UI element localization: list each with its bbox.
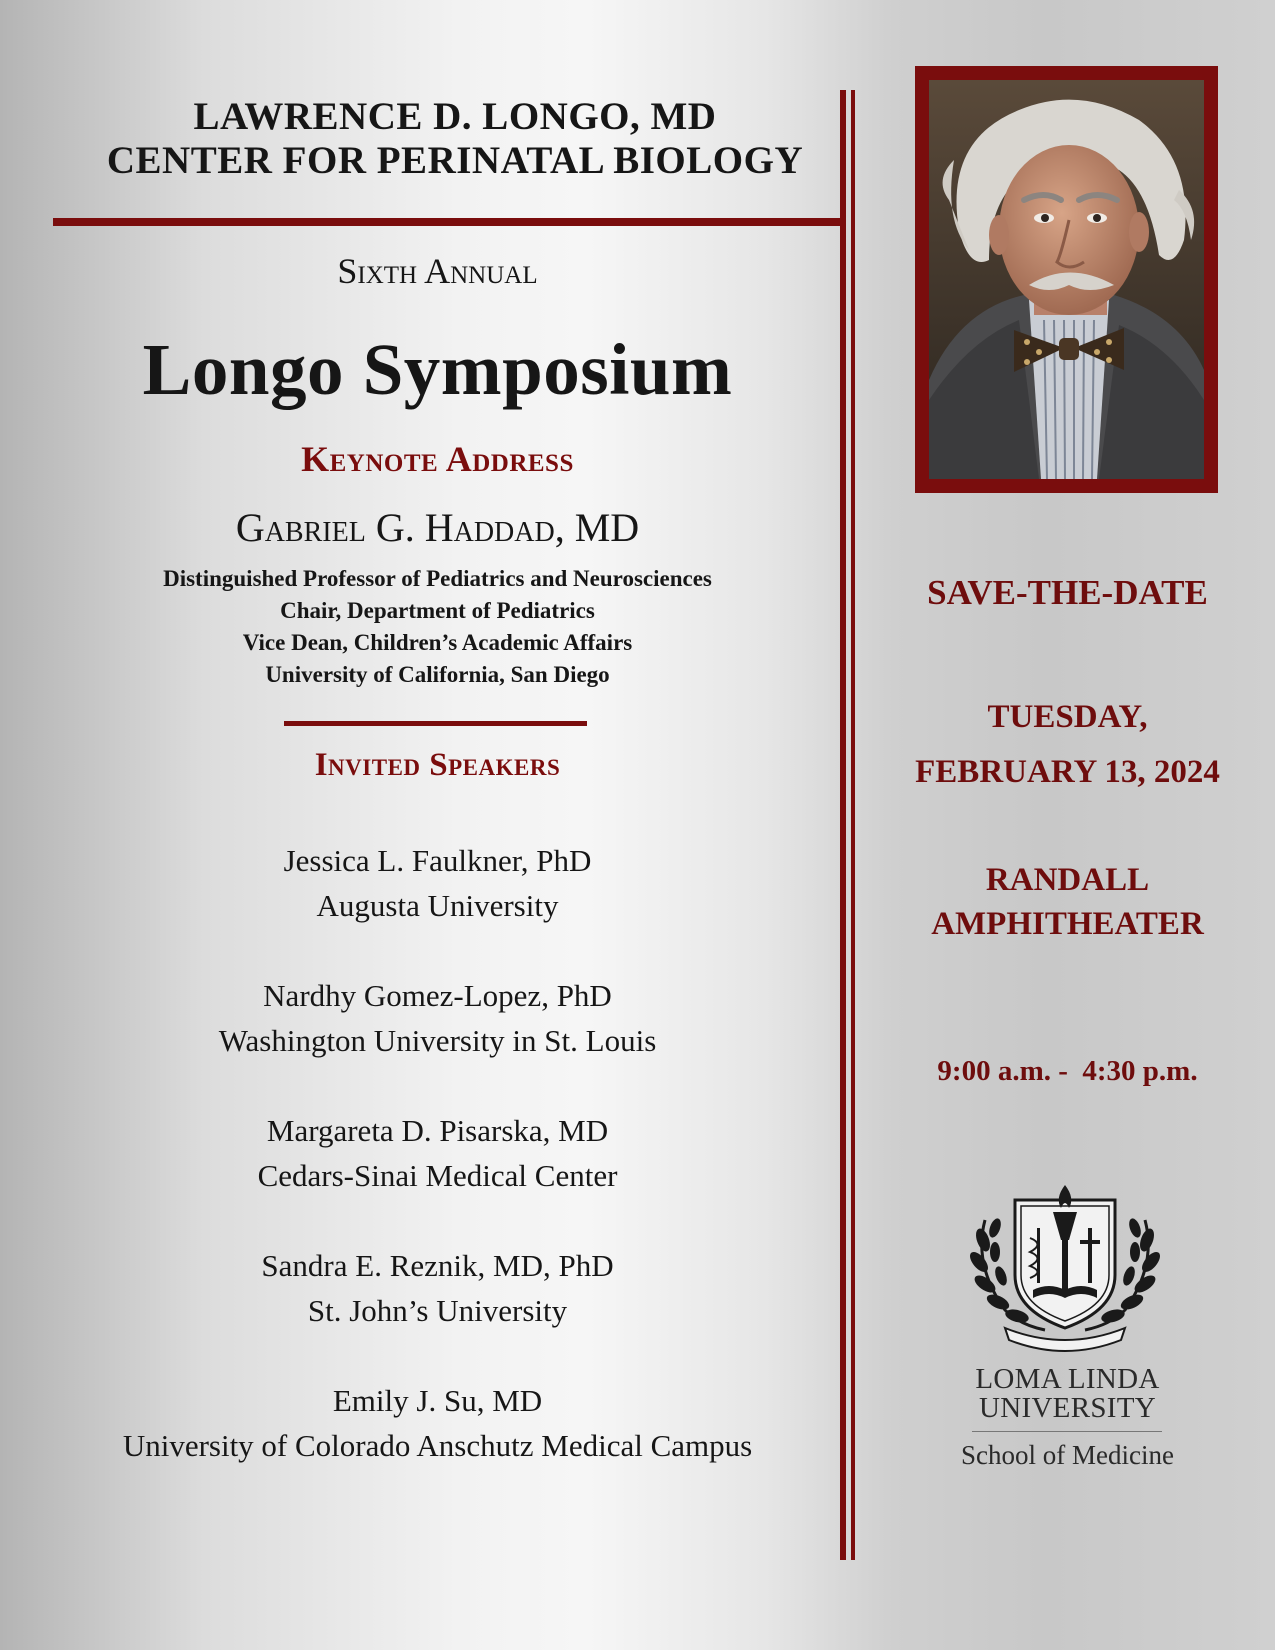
- university-seal-logo: [965, 1180, 1165, 1355]
- column-divider-outer: [840, 90, 846, 1560]
- event-location: [890, 858, 1245, 946]
- speaker-name: Margareta D. Pisarska, MD: [266, 1113, 609, 1148]
- invited-speakers-heading: Invited Speakers: [314, 747, 561, 783]
- speaker-name: Nardhy Gomez-Lopez, PhD: [263, 978, 612, 1013]
- event-time: 9:00 a.m. - 4:30 p.m.: [937, 1055, 1198, 1087]
- keynote-heading: Keynote Address: [301, 439, 574, 479]
- speaker-entry: [40, 838, 835, 973]
- event-date-value: FEBRUARY 13, 2024: [915, 754, 1220, 790]
- speaker-entry: [40, 1378, 835, 1513]
- university-name-line2: UNIVERSITY: [979, 1392, 1156, 1424]
- logo-divider: [972, 1431, 1162, 1432]
- university-name: [890, 1365, 1245, 1423]
- column-divider-inner: [851, 90, 855, 1560]
- university-name-line1: LOMA LINDA: [975, 1363, 1160, 1395]
- keynote-title-line: University of California, San Diego: [265, 662, 610, 687]
- keynote-speaker-titles: [40, 563, 835, 691]
- organization-title: [40, 95, 870, 183]
- organization-title-line2: CENTER FOR PERINATAL BIOLOGY: [106, 139, 804, 182]
- speaker-list: [40, 838, 835, 1513]
- school-name: School of Medicine: [961, 1440, 1174, 1470]
- portrait-photo: [929, 80, 1204, 479]
- speaker-name: Jessica L. Faulkner, PhD: [283, 843, 592, 878]
- speaker-entry: [40, 1243, 835, 1378]
- speaker-affiliation: Cedars-Sinai Medical Center: [257, 1158, 618, 1193]
- keynote-title-line: Vice Dean, Children’s Academic Affairs: [242, 630, 633, 655]
- event-date: [890, 690, 1245, 800]
- speaker-name: Emily J. Su, MD: [332, 1383, 543, 1418]
- edition-label: Sixth Annual: [337, 251, 538, 291]
- speaker-entry: [40, 1108, 835, 1243]
- keynote-title-line: Chair, Department of Pediatrics: [280, 598, 595, 623]
- section-divider: [284, 721, 587, 726]
- event-location-line1: RANDALL: [985, 862, 1150, 898]
- keynote-title-line: Distinguished Professor of Pediatrics and Neurosciences: [163, 566, 712, 591]
- speaker-name: Sandra E. Reznik, MD, PhD: [261, 1248, 614, 1283]
- event-location-line2: AMPHITHEATER: [931, 906, 1204, 942]
- speaker-affiliation: Washington University in St. Louis: [218, 1023, 657, 1058]
- event-title: Longo Symposium: [142, 329, 733, 410]
- speaker-entry: [40, 973, 835, 1108]
- event-weekday: TUESDAY,: [987, 699, 1148, 735]
- speaker-affiliation: St. John’s University: [307, 1293, 568, 1328]
- save-the-date-label: SAVE-THE-DATE: [927, 573, 1208, 612]
- organization-title-line1: LAWRENCE D. LONGO, MD: [193, 95, 717, 138]
- header-divider: [53, 218, 841, 226]
- speaker-affiliation: Augusta University: [316, 888, 559, 923]
- keynote-speaker-name: Gabriel G. Haddad, MD: [235, 505, 640, 550]
- speaker-affiliation: University of Colorado Anschutz Medical Campus: [122, 1428, 753, 1463]
